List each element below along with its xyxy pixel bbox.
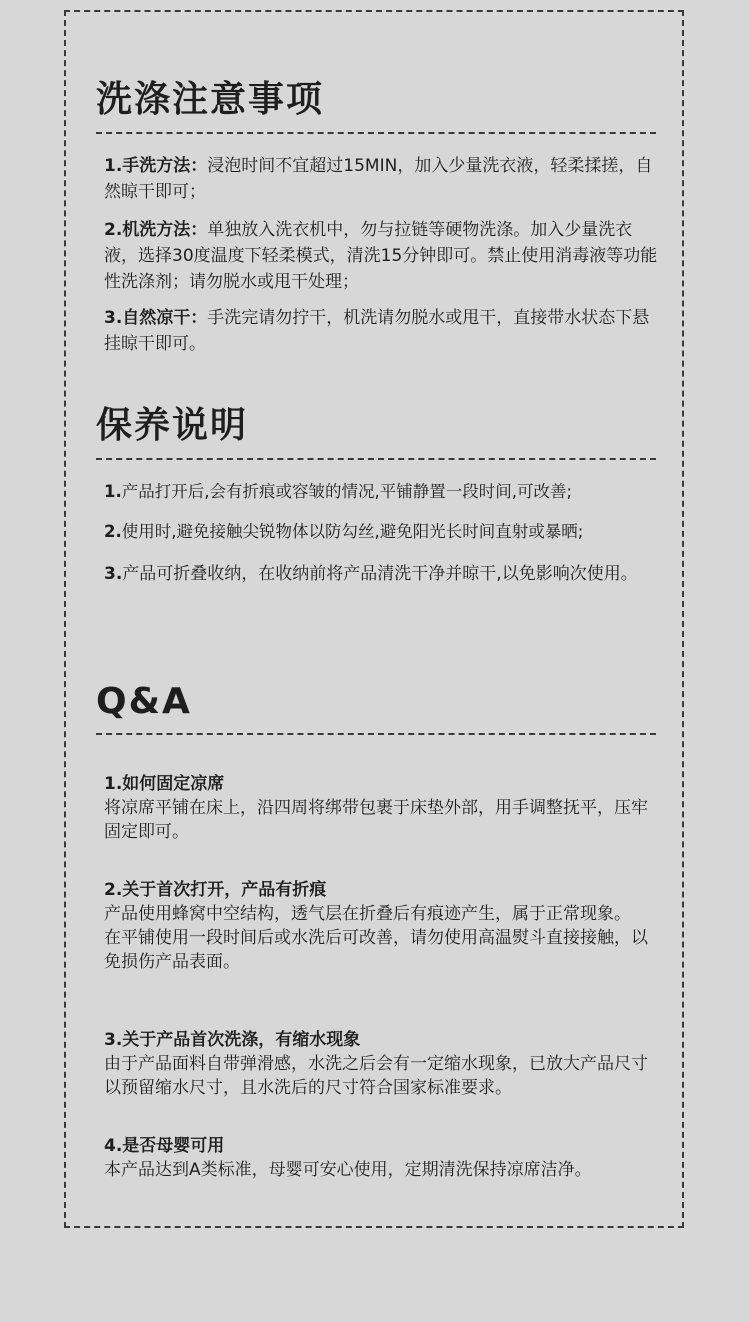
qa-item-2 xyxy=(104,878,664,974)
washing-item-1-label: 1.手洗方法： xyxy=(104,156,208,176)
washing-item-3 xyxy=(104,305,660,357)
care-item-1 xyxy=(104,479,674,505)
qa-item-1-question: 1.如何固定凉席 xyxy=(104,774,225,794)
care-item-2-text: 使用时,避免接触尖锐物体以防勾丝,避免阳光长时间直射或暴晒; xyxy=(121,522,584,541)
washing-divider xyxy=(96,132,656,134)
washing-item-2-label: 2.机洗方法： xyxy=(104,220,208,240)
washing-item-3-text: 手洗完请勿拧干，机洗请勿脱水或甩干，直接带水状态下悬挂晾干即可。 xyxy=(104,308,650,354)
washing-section xyxy=(96,78,656,122)
care-item-1-text: 产品打开后,会有折痕或容皱的情况,平铺静置一段时间,可改善; xyxy=(121,482,573,501)
qa-item-4 xyxy=(104,1134,664,1182)
qa-item-1-answer: 将凉席平铺在床上，沿四周将绑带包裹于床垫外部，用手调整抚平，压牢固定即可。 xyxy=(104,798,648,842)
qa-item-3-answer: 由于产品面料自带弹滑感，水洗之后会有一定缩水现象，已放大产品尺寸以预留缩水尺寸，且水洗后的尺寸符合国家标准要求。 xyxy=(104,1054,648,1098)
qa-item-2-question: 2.关于首次打开，产品有折痕 xyxy=(104,880,327,900)
washing-item-3-label: 3.自然凉干： xyxy=(104,308,208,328)
qa-divider xyxy=(96,733,656,735)
care-item-2-label: 2. xyxy=(104,522,122,541)
qa-item-2-answer: 产品使用蜂窝中空结构，透气层在折叠后有痕迹产生，属于正常现象。 xyxy=(104,904,631,924)
qa-item-2-answer-2: 在平铺使用一段时间后或水洗后可改善，请勿使用高温熨斗直接接触，以免损伤产品表面。 xyxy=(104,928,648,972)
qa-item-1 xyxy=(104,772,664,844)
care-item-1-label: 1. xyxy=(104,482,122,501)
washing-item-2 xyxy=(104,217,660,295)
qa-item-3 xyxy=(104,1028,664,1100)
care-item-3 xyxy=(104,561,660,587)
washing-item-1 xyxy=(104,153,660,205)
care-item-3-text: 产品可折叠收纳，在收纳前将产品清洗干净并晾干,以免影响次使用。 xyxy=(122,564,638,584)
care-divider xyxy=(96,458,656,460)
care-item-3-label: 3. xyxy=(104,564,123,584)
washing-item-1-text: 浸泡时间不宜超过15MIN，加入少量洗衣液，轻柔揉搓，自然晾干即可； xyxy=(104,156,653,202)
qa-section xyxy=(96,680,656,724)
qa-title: Q&A xyxy=(96,681,192,722)
care-section xyxy=(96,404,656,448)
care-item-2 xyxy=(104,519,674,545)
qa-item-4-answer: 本产品达到A类标准，母婴可安心使用，定期清洗保持凉席洁净。 xyxy=(104,1160,592,1180)
qa-item-3-question: 3.关于产品首次洗涤，有缩水现象 xyxy=(104,1030,361,1050)
washing-item-2-text: 单独放入洗衣机中，勿与拉链等硬物洗涤。加入少量洗衣液，选择30度温度下轻柔模式，清洗15分钟即可。禁止使用消毒液等功能性洗涤剂；请勿脱水或甩干处理； xyxy=(104,220,658,292)
qa-item-4-question: 4.是否母婴可用 xyxy=(104,1136,225,1156)
washing-title: 洗涤注意事项 xyxy=(96,79,325,120)
care-title: 保养说明 xyxy=(96,405,249,446)
